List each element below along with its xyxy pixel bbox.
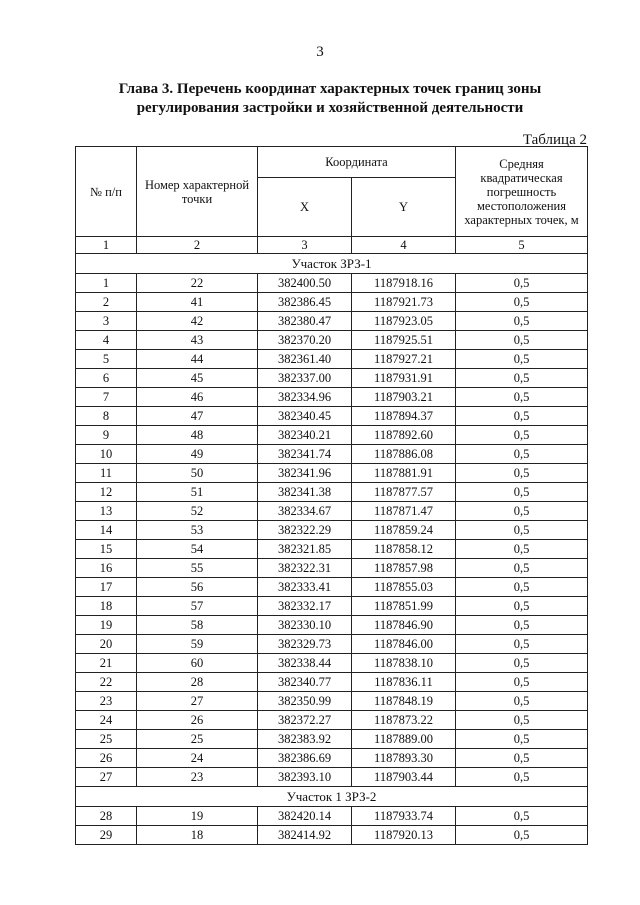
cell-mean-error: 0,5 xyxy=(456,578,588,597)
cell-num: 6 xyxy=(76,369,137,388)
cell-point-number: 56 xyxy=(137,578,258,597)
cell-num: 9 xyxy=(76,426,137,445)
cell-y: 1187903.44 xyxy=(352,768,456,787)
cell-num: 5 xyxy=(76,350,137,369)
cell-mean-error: 0,5 xyxy=(456,388,588,407)
cell-mean-error: 0,5 xyxy=(456,635,588,654)
cell-point-number: 22 xyxy=(137,274,258,293)
table-row xyxy=(76,407,588,426)
column-number: 1 xyxy=(76,237,137,254)
cell-y: 1187886.08 xyxy=(352,445,456,464)
cell-num: 7 xyxy=(76,388,137,407)
cell-num: 16 xyxy=(76,559,137,578)
cell-point-number: 25 xyxy=(137,730,258,749)
cell-y: 1187858.12 xyxy=(352,540,456,559)
cell-num: 3 xyxy=(76,312,137,331)
cell-point-number: 52 xyxy=(137,502,258,521)
cell-y: 1187846.90 xyxy=(352,616,456,635)
cell-num: 26 xyxy=(76,749,137,768)
cell-num: 8 xyxy=(76,407,137,426)
cell-mean-error: 0,5 xyxy=(456,711,588,730)
cell-point-number: 18 xyxy=(137,826,258,845)
table-row xyxy=(76,502,588,521)
header-coordinate: Координата xyxy=(258,147,456,178)
cell-mean-error: 0,5 xyxy=(456,654,588,673)
cell-x: 382322.31 xyxy=(258,559,352,578)
header-y: Y xyxy=(352,178,456,237)
cell-mean-error: 0,5 xyxy=(456,293,588,312)
cell-x: 382330.10 xyxy=(258,616,352,635)
cell-mean-error: 0,5 xyxy=(456,502,588,521)
cell-y: 1187877.57 xyxy=(352,483,456,502)
table-row xyxy=(76,350,588,369)
cell-mean-error: 0,5 xyxy=(456,692,588,711)
table-row xyxy=(76,312,588,331)
cell-y: 1187927.21 xyxy=(352,350,456,369)
cell-x: 382400.50 xyxy=(258,274,352,293)
cell-num: 19 xyxy=(76,616,137,635)
cell-y: 1187933.74 xyxy=(352,807,456,826)
cell-y: 1187903.21 xyxy=(352,388,456,407)
cell-num: 13 xyxy=(76,502,137,521)
cell-point-number: 54 xyxy=(137,540,258,559)
cell-point-number: 60 xyxy=(137,654,258,673)
cell-num: 24 xyxy=(76,711,137,730)
cell-y: 1187881.91 xyxy=(352,464,456,483)
cell-point-number: 55 xyxy=(137,559,258,578)
cell-x: 382333.41 xyxy=(258,578,352,597)
cell-y: 1187931.91 xyxy=(352,369,456,388)
cell-mean-error: 0,5 xyxy=(456,826,588,845)
cell-point-number: 59 xyxy=(137,635,258,654)
table-row xyxy=(76,768,588,787)
cell-num: 29 xyxy=(76,826,137,845)
cell-num: 2 xyxy=(76,293,137,312)
table-row xyxy=(76,293,588,312)
cell-x: 382420.14 xyxy=(258,807,352,826)
chapter-heading-line-2: регулирования застройки и хозяйственной деятельности xyxy=(136,100,524,116)
cell-num: 10 xyxy=(76,445,137,464)
cell-point-number: 41 xyxy=(137,293,258,312)
cell-y: 1187848.19 xyxy=(352,692,456,711)
table-row xyxy=(76,673,588,692)
table-row xyxy=(76,445,588,464)
cell-x: 382370.20 xyxy=(258,331,352,350)
cell-y: 1187855.03 xyxy=(352,578,456,597)
cell-num: 23 xyxy=(76,692,137,711)
cell-point-number: 43 xyxy=(137,331,258,350)
cell-x: 382372.27 xyxy=(258,711,352,730)
cell-x: 382321.85 xyxy=(258,540,352,559)
table-header xyxy=(76,147,588,254)
table-row xyxy=(76,730,588,749)
cell-point-number: 47 xyxy=(137,407,258,426)
cell-num: 21 xyxy=(76,654,137,673)
table-row xyxy=(76,388,588,407)
cell-mean-error: 0,5 xyxy=(456,369,588,388)
header-num: № п/п xyxy=(76,147,137,237)
cell-mean-error: 0,5 xyxy=(456,559,588,578)
cell-point-number: 51 xyxy=(137,483,258,502)
cell-point-number: 19 xyxy=(137,807,258,826)
cell-point-number: 45 xyxy=(137,369,258,388)
cell-y: 1187859.24 xyxy=(352,521,456,540)
table-body xyxy=(76,254,588,845)
cell-x: 382341.38 xyxy=(258,483,352,502)
cell-point-number: 23 xyxy=(137,768,258,787)
table-row xyxy=(76,540,588,559)
cell-x: 382350.99 xyxy=(258,692,352,711)
cell-x: 382414.92 xyxy=(258,826,352,845)
cell-point-number: 28 xyxy=(137,673,258,692)
cell-x: 382386.45 xyxy=(258,293,352,312)
table-row xyxy=(76,464,588,483)
table-row xyxy=(76,426,588,445)
cell-y: 1187838.10 xyxy=(352,654,456,673)
table-row xyxy=(76,635,588,654)
cell-x: 382340.45 xyxy=(258,407,352,426)
cell-mean-error: 0,5 xyxy=(456,768,588,787)
cell-num: 27 xyxy=(76,768,137,787)
cell-point-number: 24 xyxy=(137,749,258,768)
table-row xyxy=(76,331,588,350)
cell-mean-error: 0,5 xyxy=(456,616,588,635)
cell-y: 1187846.00 xyxy=(352,635,456,654)
page-number: 3 xyxy=(316,44,324,60)
table-row xyxy=(76,274,588,293)
cell-x: 382322.29 xyxy=(258,521,352,540)
cell-mean-error: 0,5 xyxy=(456,673,588,692)
table-row xyxy=(76,826,588,845)
cell-mean-error: 0,5 xyxy=(456,807,588,826)
cell-mean-error: 0,5 xyxy=(456,749,588,768)
cell-x: 382340.21 xyxy=(258,426,352,445)
cell-y: 1187871.47 xyxy=(352,502,456,521)
cell-num: 11 xyxy=(76,464,137,483)
table-row xyxy=(76,597,588,616)
cell-x: 382361.40 xyxy=(258,350,352,369)
header-x: X xyxy=(258,178,352,237)
table-row xyxy=(76,559,588,578)
cell-mean-error: 0,5 xyxy=(456,312,588,331)
cell-point-number: 42 xyxy=(137,312,258,331)
table-row xyxy=(76,483,588,502)
cell-y: 1187923.05 xyxy=(352,312,456,331)
cell-y: 1187857.98 xyxy=(352,559,456,578)
coordinates-table xyxy=(75,146,588,845)
cell-point-number: 26 xyxy=(137,711,258,730)
cell-y: 1187873.22 xyxy=(352,711,456,730)
cell-mean-error: 0,5 xyxy=(456,426,588,445)
cell-y: 1187925.51 xyxy=(352,331,456,350)
cell-x: 382329.73 xyxy=(258,635,352,654)
cell-x: 382337.00 xyxy=(258,369,352,388)
cell-mean-error: 0,5 xyxy=(456,483,588,502)
cell-x: 382340.77 xyxy=(258,673,352,692)
cell-num: 12 xyxy=(76,483,137,502)
table-row xyxy=(76,578,588,597)
cell-point-number: 58 xyxy=(137,616,258,635)
cell-y: 1187894.37 xyxy=(352,407,456,426)
cell-mean-error: 0,5 xyxy=(456,597,588,616)
cell-num: 18 xyxy=(76,597,137,616)
table-row xyxy=(76,711,588,730)
cell-point-number: 57 xyxy=(137,597,258,616)
cell-point-number: 50 xyxy=(137,464,258,483)
cell-num: 20 xyxy=(76,635,137,654)
cell-x: 382386.69 xyxy=(258,749,352,768)
cell-x: 382334.67 xyxy=(258,502,352,521)
cell-mean-error: 0,5 xyxy=(456,445,588,464)
cell-num: 1 xyxy=(76,274,137,293)
column-number: 5 xyxy=(456,237,588,254)
cell-mean-error: 0,5 xyxy=(456,331,588,350)
cell-x: 382383.92 xyxy=(258,730,352,749)
cell-mean-error: 0,5 xyxy=(456,407,588,426)
cell-x: 382341.96 xyxy=(258,464,352,483)
cell-num: 15 xyxy=(76,540,137,559)
cell-point-number: 49 xyxy=(137,445,258,464)
cell-point-number: 48 xyxy=(137,426,258,445)
cell-num: 17 xyxy=(76,578,137,597)
chapter-heading xyxy=(60,80,600,118)
cell-x: 382380.47 xyxy=(258,312,352,331)
header-point-number: Номер характерной точки xyxy=(137,147,258,237)
cell-point-number: 44 xyxy=(137,350,258,369)
section-title: Участок 1 ЗРЗ-2 xyxy=(76,787,588,807)
section-row xyxy=(76,254,588,274)
table-row xyxy=(76,749,588,768)
section-row xyxy=(76,787,588,807)
cell-point-number: 46 xyxy=(137,388,258,407)
cell-y: 1187921.73 xyxy=(352,293,456,312)
cell-mean-error: 0,5 xyxy=(456,521,588,540)
table-caption: Таблица 2 xyxy=(522,132,587,148)
cell-x: 382341.74 xyxy=(258,445,352,464)
cell-num: 22 xyxy=(76,673,137,692)
cell-y: 1187920.13 xyxy=(352,826,456,845)
cell-mean-error: 0,5 xyxy=(456,274,588,293)
table-row xyxy=(76,654,588,673)
header-mean-error: Средняя квадратическая погрешность местоположения характерных точек, м xyxy=(456,147,588,237)
column-number: 4 xyxy=(352,237,456,254)
cell-x: 382393.10 xyxy=(258,768,352,787)
cell-mean-error: 0,5 xyxy=(456,730,588,749)
table-row xyxy=(76,616,588,635)
table-row xyxy=(76,692,588,711)
cell-num: 4 xyxy=(76,331,137,350)
cell-mean-error: 0,5 xyxy=(456,350,588,369)
cell-num: 14 xyxy=(76,521,137,540)
chapter-heading-line-1: Глава 3. Перечень координат характерных точек границ зоны xyxy=(118,81,542,97)
table-row xyxy=(76,369,588,388)
column-number: 3 xyxy=(258,237,352,254)
cell-mean-error: 0,5 xyxy=(456,464,588,483)
cell-x: 382334.96 xyxy=(258,388,352,407)
cell-num: 28 xyxy=(76,807,137,826)
cell-num: 25 xyxy=(76,730,137,749)
cell-mean-error: 0,5 xyxy=(456,540,588,559)
column-numbers-row xyxy=(76,237,588,254)
cell-x: 382332.17 xyxy=(258,597,352,616)
cell-y: 1187893.30 xyxy=(352,749,456,768)
table-row xyxy=(76,521,588,540)
cell-y: 1187851.99 xyxy=(352,597,456,616)
cell-point-number: 27 xyxy=(137,692,258,711)
cell-y: 1187836.11 xyxy=(352,673,456,692)
cell-y: 1187892.60 xyxy=(352,426,456,445)
cell-point-number: 53 xyxy=(137,521,258,540)
column-number: 2 xyxy=(137,237,258,254)
cell-y: 1187918.16 xyxy=(352,274,456,293)
section-title: Участок ЗРЗ-1 xyxy=(76,254,588,274)
table-row xyxy=(76,807,588,826)
cell-x: 382338.44 xyxy=(258,654,352,673)
cell-y: 1187889.00 xyxy=(352,730,456,749)
